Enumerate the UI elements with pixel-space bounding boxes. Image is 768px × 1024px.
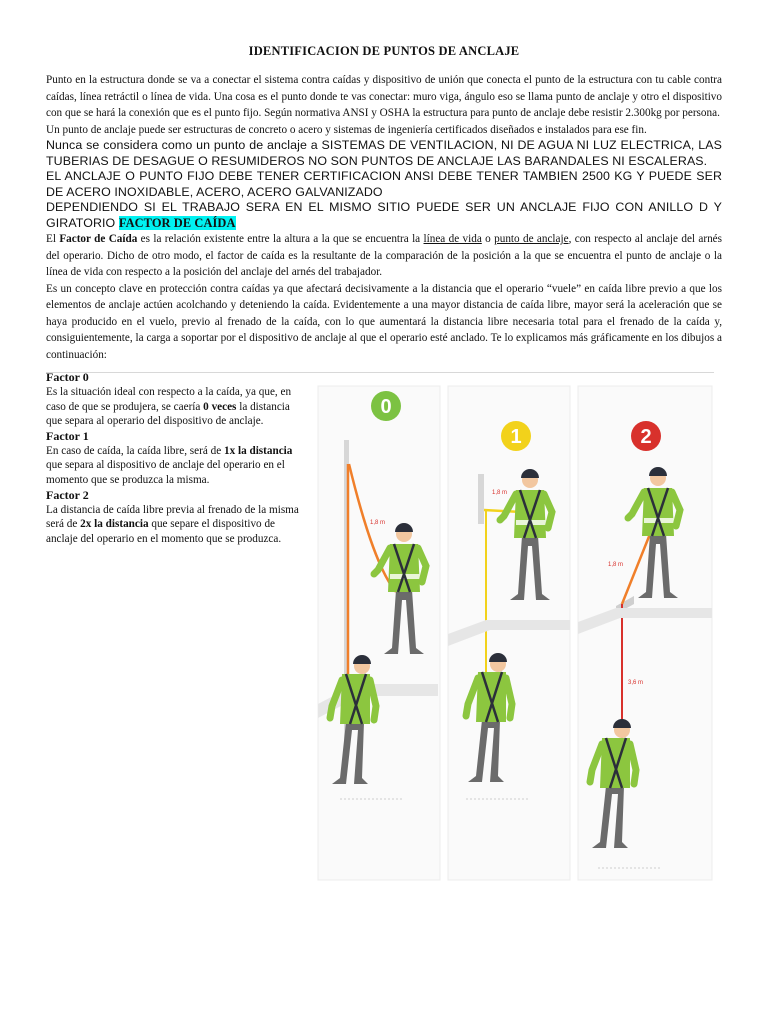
text-run: , con respecto al anclaje del arnés del operario. Dicho de otro modo, el factor de caída es la resultante de la comparación de la posición a la que se encuentra el punto de anclaje o la línea de vida con respecto a la posición del anclaje del arnés del trabajador. — [46, 233, 723, 278]
text-run: La distancia de caída libre previa al frenado de la misma será de — [46, 503, 299, 531]
badge-label: 0 — [380, 396, 392, 418]
factor-text — [46, 385, 304, 429]
factor-descriptions — [46, 370, 304, 546]
text-run: En caso de caída, la caída libre, será de — [46, 444, 224, 457]
text-run: que separa al dispositivo de anclaje del operario en el momento que se produzca la misma. — [46, 459, 285, 486]
factor-heading: Factor 1 — [46, 428, 89, 443]
bold-term: 0 veces — [203, 400, 237, 413]
bold-term-factor-de-caida: Factor de Caída — [59, 233, 138, 245]
paragraph-structures: Un punto de anclaje puede ser estructuras de concreto o acero y sistemas de ingeniería certificados diseñados e instalados para ese fin. — [46, 123, 647, 136]
paragraph-certification: EL ANCLAJE O PUNTO FIJO DEBE TENER CERTIFICACION ANSI DEBE TENER TAMBIEN 2500 KG Y PUEDE SER DE ACERO INOXIDABLE, ACERO, ACERO GALVANIZADO — [46, 169, 722, 199]
document-body — [46, 72, 722, 363]
panel-factor-1 — [448, 386, 570, 880]
factor-0-block — [46, 370, 304, 429]
text-run: El — [46, 233, 60, 245]
distance-marker: 1,8 m — [492, 490, 508, 496]
text-run: que separe el dispositivo de anclaje del operario en el momento que se produzca. — [46, 518, 282, 545]
paragraph-factor-definition — [46, 231, 722, 281]
panel-factor-0 — [318, 386, 440, 880]
factor-text — [46, 444, 304, 488]
distance-marker-2: 3,6 m — [628, 680, 644, 686]
bold-term: 2x la distancia — [80, 518, 149, 531]
factor-text — [46, 503, 304, 547]
anchor-plate — [478, 474, 484, 524]
underlined-linea-de-vida: línea de vida — [423, 233, 482, 245]
paragraph-key-concept: Es un concepto clave en protección contra caídas ya que afectará decisivamente a la distancia que el operario “vuele” en caída libre previo a que los elementos de anclaje actúen acolchando y deteniendo la caída. Evidentemente a una mayor distancia de caída libre, mayor será la aceleración que se haya producido en el vuelo, previo al frenado de la caída, con lo que aumentará la distancia libre necesaria total para el frenado de la caída y, consiguientemente, la carga a soportar por el dispositivo de anclaje al que el operario esté anclado. Te lo explicamos más gráficamente en los dibujos a continuación: — [46, 282, 722, 361]
distance-marker: 1,8 m — [608, 562, 624, 568]
paragraph-never: Nunca se considera como un punto de anclaje a SISTEMAS DE VENTILACION, NI DE AGUA NI LUZ ELECTRICA, LAS TUBERIAS DE DESAGUE O RESUMIDEROS NO SON PUNTOS DE ANCLAJE LAS BARANDALES NI ESCALERAS. — [46, 138, 722, 168]
text-run: la distancia que separa al operario del dispositivo de anclaje. — [46, 400, 290, 428]
bold-term: 1x la distancia — [223, 444, 293, 457]
paragraph-depending — [46, 200, 722, 231]
factor-1-block — [46, 429, 304, 488]
underlined-punto-de-anclaje: punto de anclaje — [494, 233, 569, 245]
text-run: Es la situación ideal con respecto a la caída, ya que, en caso de que se produjera, se caería — [46, 386, 292, 413]
paragraph-depending-text: DEPENDIENDO SI EL TRABAJO SERA EN EL MISMO SITIO PUEDE SER UN ANCLAJE FIJO CON ANILLO D Y GIRATORIO — [46, 200, 722, 230]
paragraph-definition: Punto en la estructura donde se va a conectar el sistema contra caídas y dispositivo de unión que conecta el punto de la estructura con tu cable contra caídas, línea retráctil o línea de vida. Una cosa es el punto donde te vas conectar: muro viga, ángulo eso se llama punto de anclaje y otro el dispositivo con que se hará la conexión que es el punto fijo. Según normativa ANSI y OSHA la estructura para punto de anclaje debe resistir 2.300kg por persona. — [46, 74, 722, 119]
document-title: IDENTIFICACION DE PUNTOS DE ANCLAJE — [248, 44, 520, 58]
factor-2-block — [46, 488, 304, 547]
factor-heading: Factor 0 — [46, 370, 89, 384]
text-run: o — [481, 233, 495, 245]
badge-label: 2 — [640, 426, 652, 448]
distance-marker: 1,8 m — [370, 520, 386, 526]
highlight-factor-de-caida: FACTOR DE CAÍDA — [118, 215, 236, 230]
text-run: es la relación existente entre la altura a la que se encuentra la — [137, 233, 424, 245]
badge-label: 1 — [510, 426, 522, 448]
fall-factor-illustration — [316, 384, 714, 882]
factor-heading: Factor 2 — [46, 487, 89, 502]
panel-factor-2 — [578, 386, 712, 880]
